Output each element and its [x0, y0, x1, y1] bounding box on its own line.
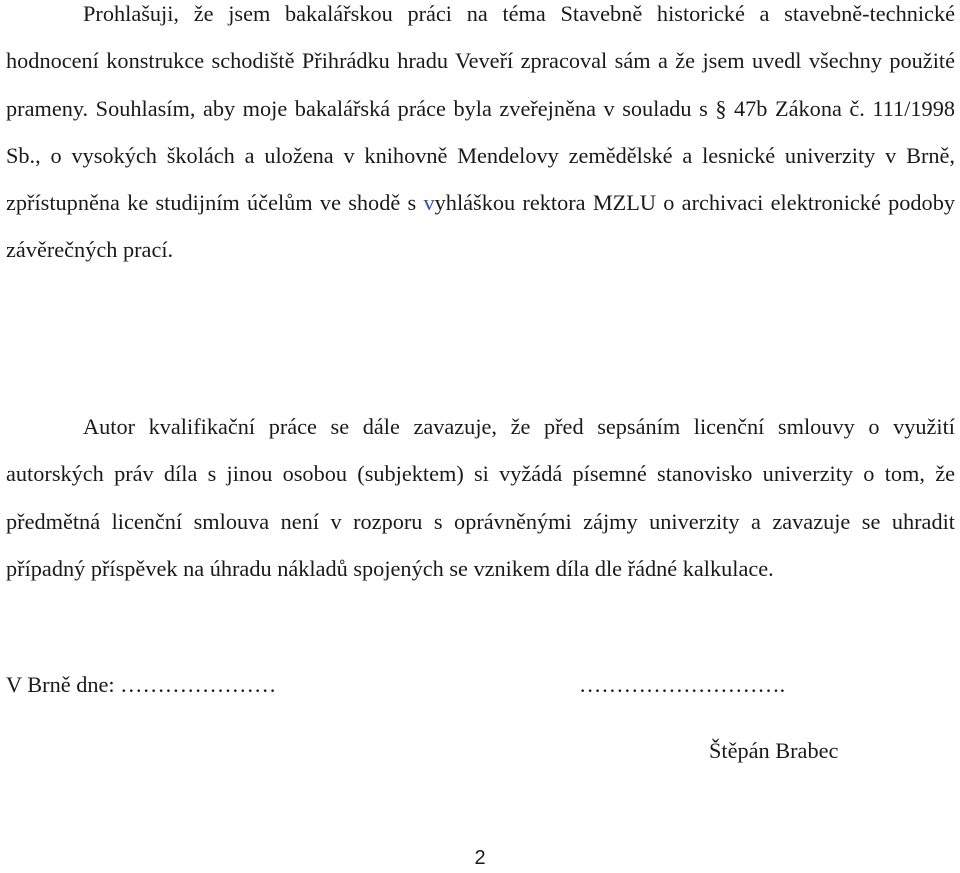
- signature-row: [6, 665, 955, 705]
- signature-dots: ……………………….: [579, 672, 786, 697]
- declaration-accent-char: v: [423, 190, 435, 216]
- declaration-text: Prohlašuji, že jsem bakalářskou práci na téma Stavebně historické a stavebně-technické hodnocení konstrukce schodiště Přihrádku hradu Veveří zpracoval sám a že jsem uvedl všechny použité prameny. Souhlasím, aby moje bakalářská práce byla zveřejněna v souladu s § 47b Zákona č. 111/1998 Sb., o vysokých školách a uložena v knihovně Mendelovy zemědělské a lesnické univerzity v Brně, zpřístupněna ke studijním účelům ve shodě s: [6, 1, 955, 216]
- signer-name: Štěpán Brabec: [709, 738, 839, 763]
- place-date-label: V Brně dne:: [6, 672, 115, 697]
- page-number: 2: [474, 847, 486, 869]
- date-dots: …………………: [120, 672, 277, 697]
- place-date-line: [6, 665, 276, 705]
- commitment-paragraph: Autor kvalifikační práce se dále zavazuje, že před sepsáním licenční smlouvy o využití autorských práv díla s jinou osobou (subjektem) si vyžádá písemné stanovisko univerzity o tom, že předmětná licenční smlouva není v rozporu s oprávněnými zájmy univerzity a zavazuje se uhradit případný příspěvek na úhradu nákladů spojených se vznikem díla dle řádné kalkulace.: [6, 414, 955, 581]
- declaration-text-end: yhláškou rektora MZLU o archivaci elektronické podoby závěrečných prací.: [6, 190, 955, 263]
- declaration-paragraph: [6, 0, 955, 274]
